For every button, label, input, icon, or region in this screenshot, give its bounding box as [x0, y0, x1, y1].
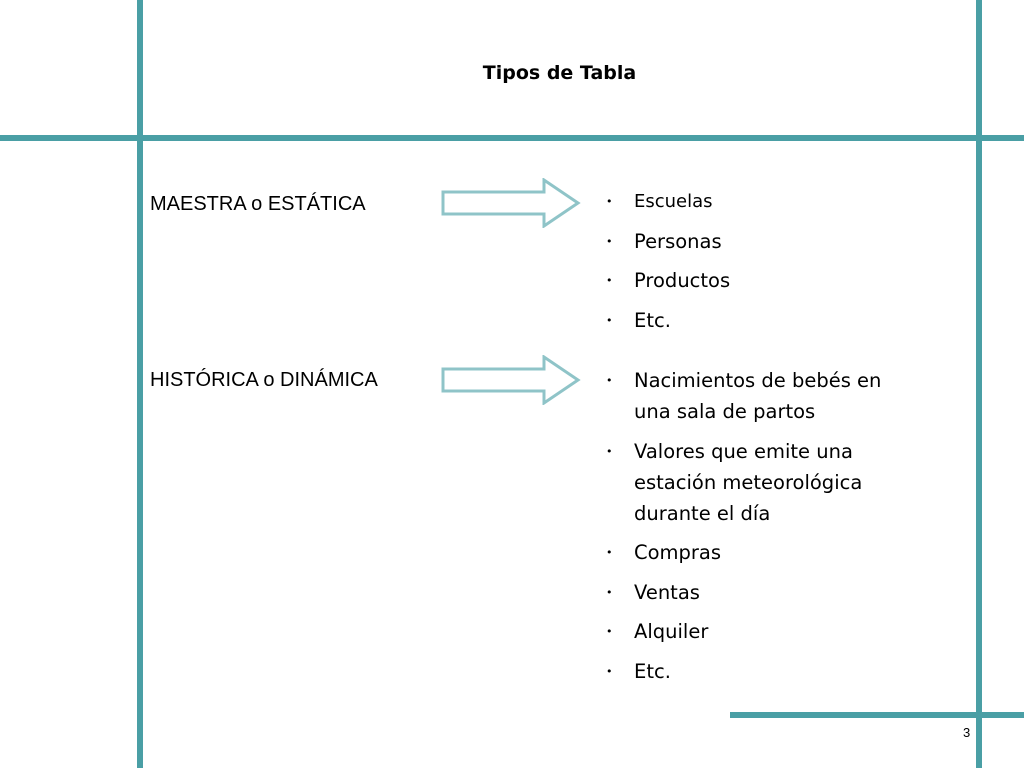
bullet-dot-icon: •	[606, 274, 613, 287]
bullet-dot-icon: •	[606, 664, 613, 678]
category-label-historical: HISTÓRICA o DINÁMICA	[150, 369, 378, 391]
list-item: • Personas	[606, 226, 730, 257]
bullet-dot-icon: •	[606, 585, 613, 599]
frame-line-left	[137, 0, 143, 768]
bullet-dot-icon: •	[606, 313, 613, 327]
list-item: • Valores que emite una estación meteorológica durante el día	[606, 436, 906, 529]
bullet-list-master	[606, 186, 730, 344]
bullet-dot-icon: •	[606, 546, 613, 559]
list-item: • Compras	[606, 537, 906, 568]
bullet-dot-icon: •	[606, 195, 613, 208]
bullet-dot-icon: •	[606, 444, 613, 458]
list-item: • Productos	[606, 265, 730, 296]
frame-line-bottom	[730, 712, 1024, 718]
bullet-list-historical	[606, 365, 906, 695]
list-item: • Ventas	[606, 577, 906, 608]
list-item: • Etc.	[606, 305, 730, 336]
right-arrow-icon	[440, 178, 582, 228]
bullet-dot-icon: •	[606, 234, 613, 248]
right-arrow-icon	[440, 355, 582, 405]
list-item: • Alquiler	[606, 616, 906, 647]
frame-line-top	[0, 135, 1024, 141]
category-label-master: MAESTRA o ESTÁTICA	[150, 193, 366, 215]
list-item: • Nacimientos de bebés en una sala de partos	[606, 365, 906, 427]
bullet-dot-icon: •	[606, 625, 613, 638]
list-item: • Escuelas	[606, 186, 730, 217]
slide-title: Tipos de Tabla	[482, 62, 637, 84]
page-number: 3	[963, 725, 971, 740]
bullet-dot-icon: •	[606, 374, 613, 387]
list-item: • Etc.	[606, 656, 906, 687]
frame-line-right	[976, 0, 982, 768]
